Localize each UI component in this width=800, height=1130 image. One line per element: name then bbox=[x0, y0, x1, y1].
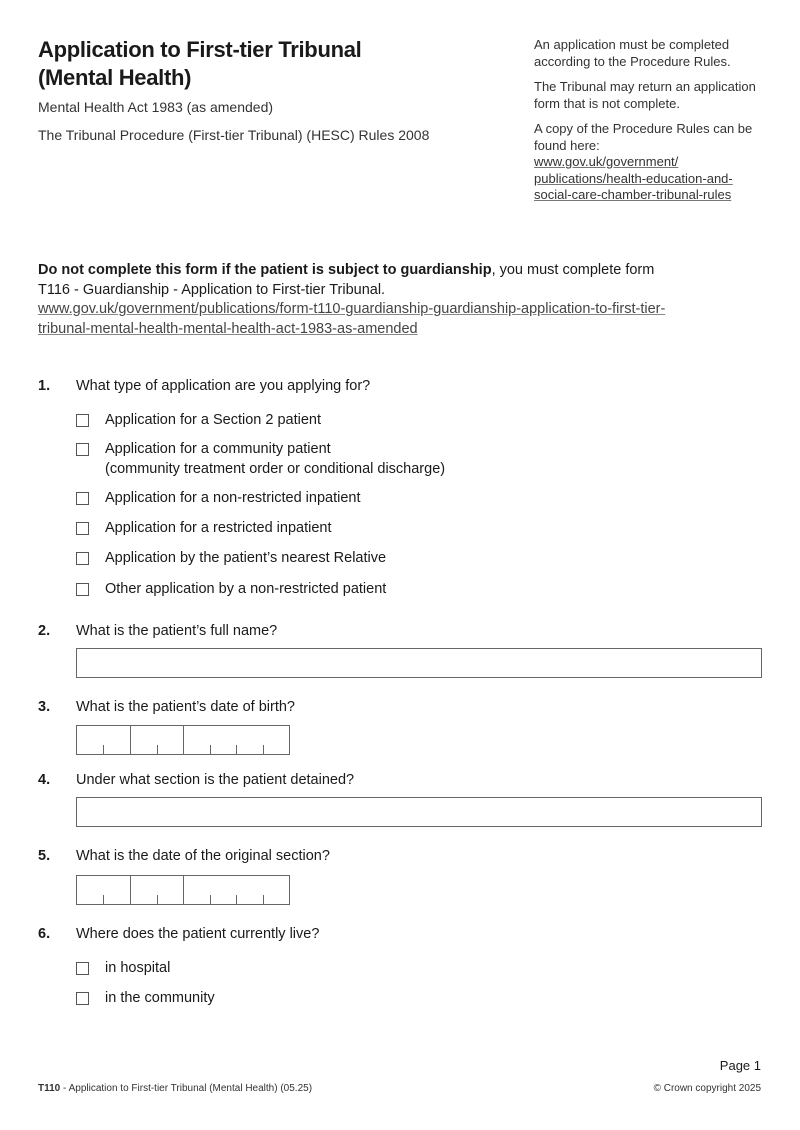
q6-option[interactable] bbox=[76, 959, 170, 979]
q1-option[interactable] bbox=[76, 580, 386, 600]
form-code-id: T110 bbox=[38, 1083, 61, 1094]
page-number: Page 1 bbox=[719, 1058, 761, 1073]
option-label: Application by the patient’s nearest Relative bbox=[105, 550, 387, 566]
q5-number: 5. bbox=[38, 848, 51, 864]
original-section-date-field[interactable] bbox=[76, 875, 290, 905]
sidebar-para-3: A copy of the Procedure Rules can be found here: bbox=[534, 121, 753, 153]
notice-rest: , you must complete form bbox=[491, 262, 655, 278]
procedure-rules-link[interactable] bbox=[534, 154, 770, 204]
form-title bbox=[38, 36, 498, 92]
checkbox[interactable] bbox=[76, 552, 89, 565]
option-label: in the community bbox=[105, 990, 215, 1006]
option-label: Application for a non-restricted inpatient bbox=[105, 490, 361, 506]
notice-line-2: T116 - Guardianship - Application to First-tier Tribunal. bbox=[38, 281, 386, 298]
title-line-2: (Mental Health) bbox=[38, 65, 192, 90]
option-label: Other application by a non-restricted patient bbox=[105, 581, 387, 597]
form-code bbox=[38, 1083, 312, 1094]
option-label: Application for a Section 2 patient bbox=[105, 412, 322, 428]
q3-text: What is the patient’s date of birth? bbox=[76, 699, 295, 715]
option-label: Application for a restricted inpatient bbox=[105, 520, 332, 536]
checkbox[interactable] bbox=[76, 414, 89, 427]
rules-link-line-2[interactable]: publications/health-education-and- bbox=[534, 170, 733, 186]
q1-option[interactable] bbox=[76, 489, 361, 509]
option-label: Application for a community patient bbox=[105, 441, 331, 457]
procedure-sidebar bbox=[534, 37, 770, 204]
q1-option[interactable] bbox=[76, 549, 386, 569]
title-line-1: Application to First-tier Tribunal bbox=[38, 37, 362, 62]
guardianship-link-line-1[interactable]: www.gov.uk/government/publications/form-t110-guardianship-guardianship-application-to-first-tier- bbox=[38, 301, 666, 317]
date-of-birth-field[interactable] bbox=[76, 725, 290, 755]
sidebar-para-2: The Tribunal may return an application form that is not complete. bbox=[534, 79, 756, 111]
q4-text: Under what section is the patient detained? bbox=[76, 772, 355, 788]
guardianship-link-line-2[interactable]: tribunal-mental-health-mental-health-act-1983-as-amended bbox=[38, 320, 418, 337]
q4-number: 4. bbox=[38, 772, 51, 788]
guardianship-notice bbox=[38, 261, 758, 339]
q1-text: What type of application are you applying for? bbox=[76, 378, 371, 394]
q1-option[interactable] bbox=[76, 411, 321, 431]
q1-option[interactable] bbox=[76, 519, 332, 539]
rules-link-line-1[interactable]: www.gov.uk/government/ bbox=[534, 154, 679, 169]
q2-number: 2. bbox=[38, 623, 51, 639]
checkbox[interactable] bbox=[76, 962, 89, 975]
q1-option[interactable] bbox=[76, 440, 445, 479]
q1-number: 1. bbox=[38, 378, 51, 394]
q2-text: What is the patient’s full name? bbox=[76, 623, 278, 639]
sidebar-para-1: An application must be completed according to the Procedure Rules. bbox=[534, 37, 731, 69]
q6-text: Where does the patient currently live? bbox=[76, 926, 320, 942]
option-label: in hospital bbox=[105, 960, 171, 976]
checkbox[interactable] bbox=[76, 443, 89, 456]
rules-reference: The Tribunal Procedure (First-tier Tribunal) (HESC) Rules 2008 bbox=[38, 127, 430, 143]
checkbox[interactable] bbox=[76, 522, 89, 535]
checkbox[interactable] bbox=[76, 492, 89, 505]
q6-number: 6. bbox=[38, 926, 51, 942]
patient-name-field[interactable] bbox=[76, 648, 762, 678]
copyright: © Crown copyright 2025 bbox=[653, 1083, 761, 1094]
q3-number: 3. bbox=[38, 699, 51, 715]
q6-option[interactable] bbox=[76, 989, 215, 1009]
rules-link-line-3[interactable]: social-care-chamber-tribunal-rules bbox=[534, 187, 732, 202]
notice-bold: Do not complete this form if the patient is subject to guardianship bbox=[38, 262, 492, 278]
detention-section-field[interactable] bbox=[76, 797, 762, 827]
checkbox[interactable] bbox=[76, 583, 89, 596]
option-label-detail: (community treatment order or conditional discharge) bbox=[105, 460, 446, 477]
checkbox[interactable] bbox=[76, 992, 89, 1005]
q5-text: What is the date of the original section? bbox=[76, 848, 330, 864]
form-code-desc: - Application to First-tier Tribunal (Mental Health) (05.25) bbox=[60, 1083, 313, 1094]
act-reference: Mental Health Act 1983 (as amended) bbox=[38, 99, 274, 115]
